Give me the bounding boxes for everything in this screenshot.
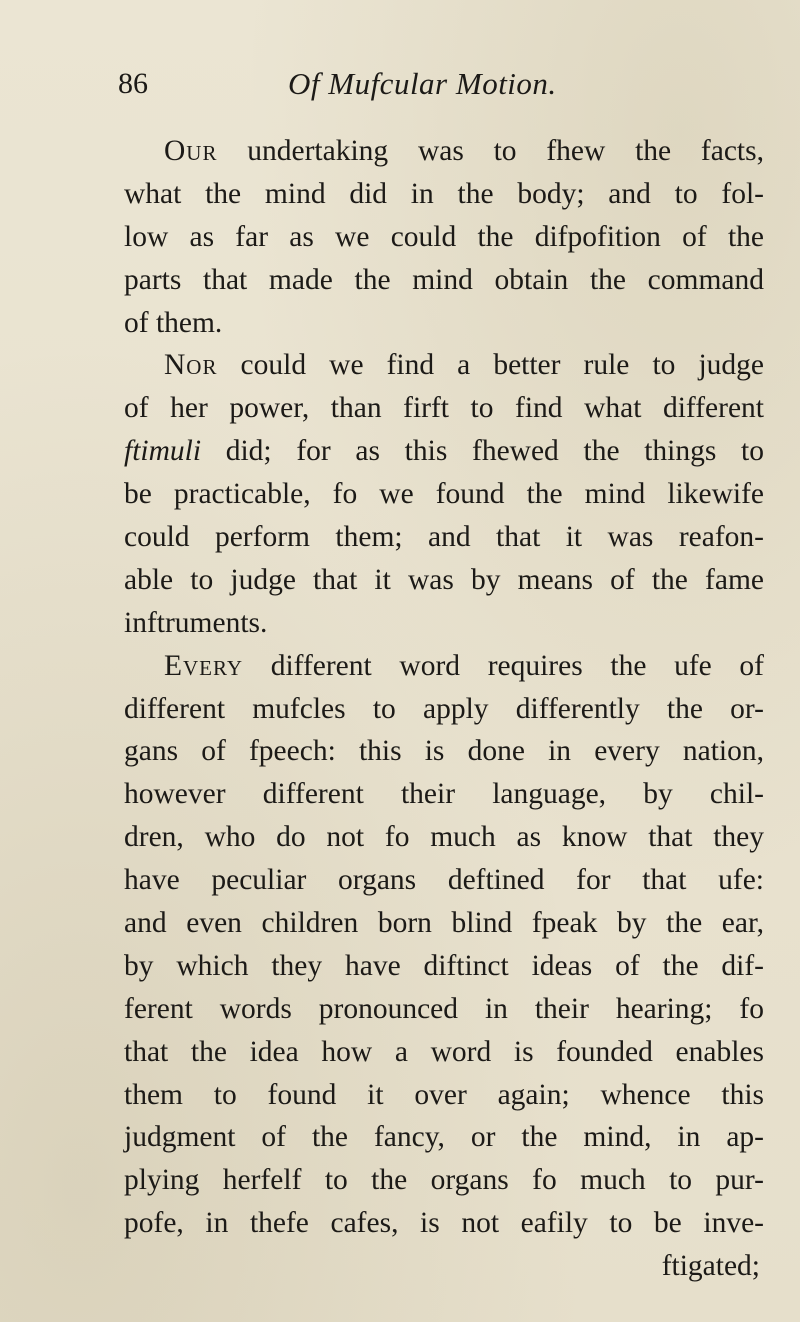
catchword: ftigated; [661, 1250, 760, 1283]
text-line: of them. [124, 306, 223, 339]
text-line: inftruments. [124, 606, 268, 639]
text-line: them to found it over again; whence this [124, 1078, 764, 1111]
text-line: low as far as we could the difpofition of the [124, 220, 764, 253]
text-line: plying herfelf to the organs fo much to pur- [124, 1164, 764, 1197]
text-line: however different their language, by chil- [124, 778, 764, 811]
paragraph-lead: Our [164, 135, 218, 167]
body-text [124, 130, 764, 1288]
text-line: what the mind did in the body; and to fol- [124, 177, 764, 210]
text-line [124, 130, 764, 173]
text-line: and even children born blind fpeak by the ear, [124, 907, 764, 940]
page-number: 86 [118, 67, 148, 100]
text-line: judgment of the fancy, or the mind, in ap- [124, 1121, 764, 1154]
paragraph-lead: Every [164, 649, 244, 682]
text-line: dren, who do not fo much as know that they [124, 821, 764, 854]
text-line: ferent words pronounced in their hearing; fo [124, 992, 764, 1025]
text-line [124, 645, 764, 688]
text-line: able to judge that it was by means of the fame [124, 563, 764, 596]
line-text: different word requires the ufe of [243, 649, 764, 682]
text-line: gans of fpeech: this is done in every nation, [124, 735, 764, 768]
running-head: Of Mufcular Motion. [288, 66, 557, 101]
text-line: that the idea how a word is founded enables [124, 1035, 764, 1068]
line-text: undertaking was to fhew the facts, [217, 135, 764, 167]
text-line: by which they have diftinct ideas of the dif- [124, 949, 764, 982]
text-line [124, 344, 764, 387]
text-line: different mufcles to apply differently the or- [124, 692, 764, 725]
text-line: parts that made the mind obtain the command [124, 263, 764, 296]
text-line: have peculiar organs deftined for that ufe: [124, 864, 764, 897]
text-line: could perform them; and that it was reafon- [124, 521, 764, 554]
text-line: of her power, than firft to find what different [124, 392, 764, 425]
page-header [118, 66, 718, 116]
line-text: did; for as this fhewed the things to [201, 435, 764, 468]
text-line: pofe, in thefe cafes, is not eafily to be inve- [124, 1207, 764, 1240]
paragraph-lead: Nor [164, 349, 218, 382]
line-text: could we find a better rule to judge [217, 349, 764, 382]
text-line [124, 430, 764, 473]
text-line: be practicable, fo we found the mind likewife [124, 478, 764, 511]
italic-term: ftimuli [124, 435, 202, 468]
